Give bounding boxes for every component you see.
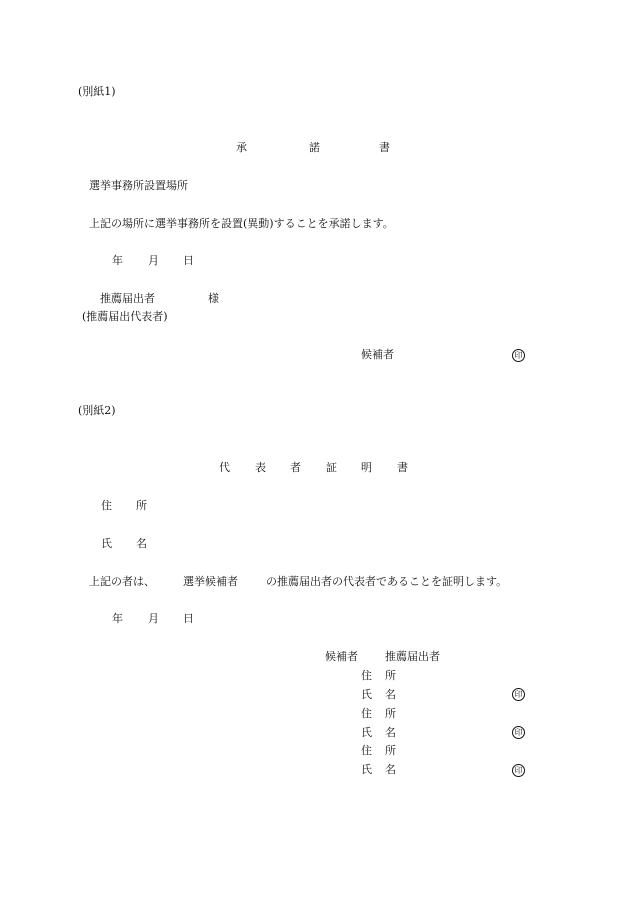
signer-2-address-label-1: 住 [361,707,372,720]
signer-3-name-label-2: 名 [385,763,396,776]
form2-address-label-2: 所 [136,499,147,512]
form2-address-label-1: 住 [101,499,112,512]
signer-2-address-label-2: 所 [385,707,396,720]
signer-2-name-label-1: 氏 [361,726,372,739]
form1-candidate-label: 候補者 [361,348,394,361]
signer-2-name-label-2: 名 [385,726,396,739]
form2-title-char-3: 者 [290,461,301,474]
form1-tag: (別紙1) [78,85,116,98]
form1-title-char-2: 諾 [309,141,320,154]
signer-1-name-label-2: 名 [385,688,396,701]
form2-title-char-2: 表 [255,461,266,474]
form2-name-label-2: 名 [136,537,147,550]
form2-date-day: 日 [183,612,194,625]
form1-recipient-sub: (推薦届出代表者) [82,310,168,323]
form2-date-month: 月 [148,612,159,625]
signer-1-name-label-1: 氏 [361,688,372,701]
form1-title-char-3: 書 [379,141,390,154]
signer-1-address-label-2: 所 [385,669,396,682]
form1-statement: 上記の場所に選挙事務所を設置(異動)することを承諾します。 [89,217,394,230]
form2-sign-header-candidate: 候補者 [325,650,358,663]
form1-date-month: 月 [148,254,159,267]
form2-title-char-1: 代 [219,461,230,474]
form2-sign-header-nominator: 推薦届出者 [385,650,440,663]
form1-title-char-1: 承 [236,141,247,154]
form2-title-char-5: 明 [361,461,372,474]
signer-3-address-label-1: 住 [361,744,372,757]
form2-statement-a: 上記の者は、 [89,575,155,588]
form1-date-day: 日 [183,254,194,267]
form2-title-char-4: 証 [326,461,337,474]
form1-recipient-label: 推薦届出者 [100,292,155,305]
form2-tag: (別紙2) [78,404,116,417]
form1-location-label: 選挙事務所設置場所 [89,179,188,192]
signer-3-name-label-1: 氏 [361,763,372,776]
form1-seal-mark: 印 [512,349,525,362]
form2-name-label-1: 氏 [101,537,112,550]
signer-2-seal-mark: 印 [512,726,525,739]
signer-1-address-label-1: 住 [361,669,372,682]
signer-1-seal-mark: 印 [512,688,525,701]
signer-3-seal-mark: 印 [512,764,525,777]
form2-title-char-6: 書 [397,461,408,474]
signer-3-address-label-2: 所 [385,744,396,757]
form2-date-year: 年 [112,612,123,625]
form1-honorific: 様 [208,292,219,305]
form2-statement-c: の推薦届出者の代表者であることを証明します。 [266,575,508,588]
form2-statement-b: 選挙候補者 [183,575,238,588]
form1-date-year: 年 [112,254,123,267]
